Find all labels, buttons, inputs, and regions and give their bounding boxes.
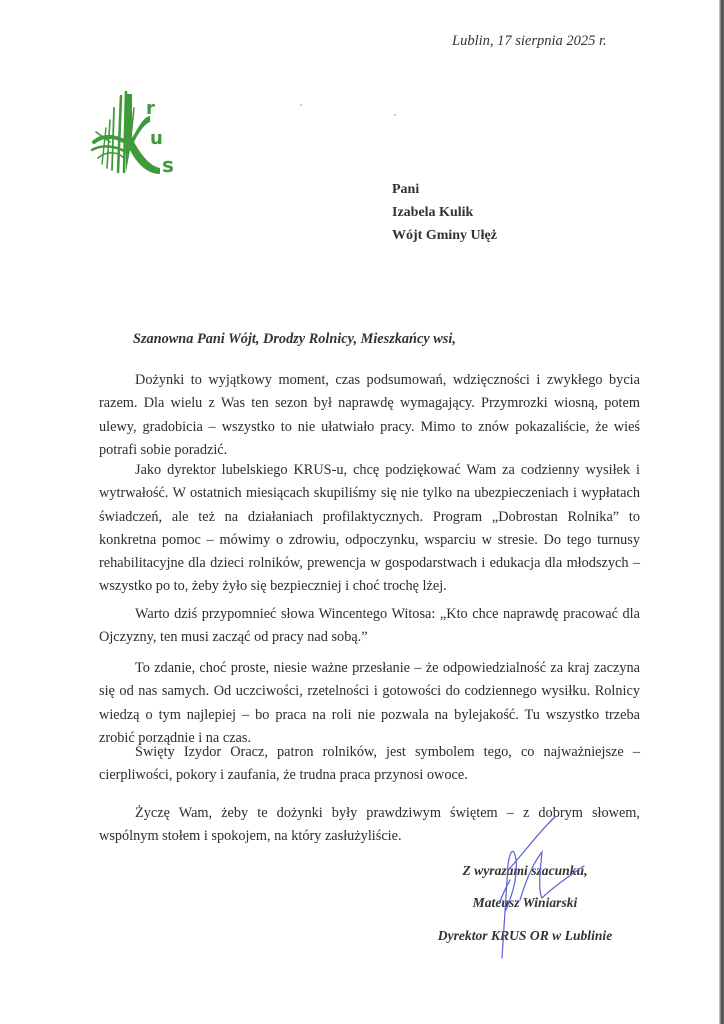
svg-text:r: r [146, 98, 155, 119]
paragraph-3 [99, 603, 640, 650]
krus-logo-icon [88, 86, 180, 178]
paragraph-1 [99, 369, 640, 462]
paragraph-text: Dożynki to wyjątkowy moment, czas podsumowań, wdzięczności i zwykłego bycia razem. Dla wielu z Was ten sezon był naprawdę wymagający. Przymrozki wiosną, potem ulewy, gradobicia – wszystko to nie ułatwiało pracy. Mimo to znów pokazaliście, że wieś potrafi sobie poradzić. [99, 372, 640, 458]
paragraph-5 [99, 741, 640, 788]
paragraph-text: Życzę Wam, żeby te dożynki były prawdziwym świętem – z dobrym słowem, wspólnym stołem i spokojem, na który zasłużyliście. [99, 805, 640, 845]
paragraph-text: Święty Izydor Oracz, patron rolników, jest symbolem tego, co najważniejsze – cierpliwości, pokory i zaufania, że trudna praca przynosi owoce. [99, 744, 640, 784]
paragraph-text: To zdanie, choć proste, niesie ważne przesłanie – że odpowiedzialność za kraj zaczyna się od nas samych. Od uczciwości, rzetelności i gotowości do codziennego wysiłku. Rolnicy wiedzą o tym najlepiej – bo praca na roli nie pozwala na bylejakość. Tu wszystko trzeba zrobić porządnie i na czas. [99, 660, 640, 746]
paragraph-4 [99, 657, 640, 750]
svg-text:s: s [162, 153, 174, 177]
signatory-title: Dyrektor KRUS OR w Lublinie [437, 928, 613, 943]
recipient-position: Wójt Gminy Ułęż [392, 228, 497, 243]
svg-text:u: u [150, 128, 163, 149]
paragraph-text: Warto dziś przypomnieć słowa Wincentego Witosa: „Kto chce naprawdę pracować dla Ojczyzny, ten musi zacząć od pracy nad sobą.” [99, 606, 640, 646]
paragraph-2 [99, 459, 640, 599]
paragraph-6 [99, 802, 640, 849]
signatory-name: Mateusz Winiarski [472, 895, 578, 910]
date-line: Lublin, 17 sierpnia 2025 r. [452, 33, 607, 49]
recipient-block [392, 178, 497, 247]
scan-speck [394, 114, 396, 116]
salutation: Szanowna Pani Wójt, Drodzy Rolnicy, Mieszkańcy wsi, [133, 331, 456, 347]
closing-regards: Z wyrazami szacunku, [462, 863, 588, 878]
paragraph-text: Jako dyrektor lubelskiego KRUS-u, chcę podziękować Wam za codzienny wysiłek i wytrwałość. W ostatnich miesiącach skupiliśmy się nie tylko na ubezpieczeniach i wypłatach świadczeń, ale też na działaniach profilaktycznych. Program „Dobrostan Rolnika” to konkretna pomoc – mówimy o zdrowiu, odpoczynku, wsparciu w stresie. Do tego turnusy rehabilitacyjne dla dzieci rolników, prewencja w gospodarstwach i edukacja dla młodszych – wszystko po to, żeby żyło się bezpieczniej i choć trochę lżej. [99, 462, 640, 595]
scan-edge-border [719, 0, 724, 1024]
recipient-name: Izabela Kulik [392, 205, 474, 220]
scan-speck [300, 104, 302, 106]
recipient-title: Pani [392, 182, 420, 197]
